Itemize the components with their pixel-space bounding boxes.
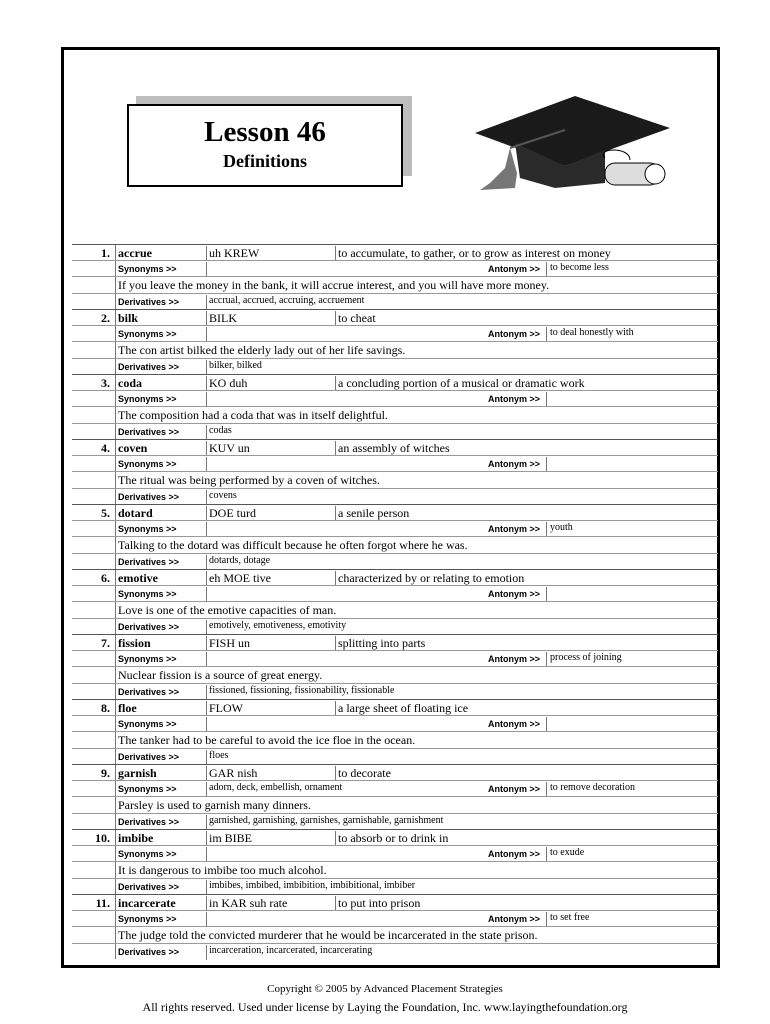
antonym-value [546,457,550,472]
antonym-label: Antonym >> [488,264,541,274]
word-row [72,309,718,326]
pronunciation: KUV un [206,441,250,456]
definition: to decorate [335,766,391,781]
antonym-value [546,717,550,732]
derivatives-row [72,618,718,635]
sentence-row [72,276,718,294]
sentence-row [72,926,718,944]
entry-number: 10. [95,831,110,845]
entry-number: 5. [101,506,110,520]
synonyms-label: Synonyms >> [118,459,177,469]
antonym-value: to become less [546,262,609,277]
vocab-word: coven [118,441,148,455]
derivatives-label: Derivatives >> [118,557,180,567]
word-row [72,439,718,456]
sentence-row [72,731,718,749]
definition: to put into prison [335,896,420,911]
sentence-row [72,666,718,684]
synonyms-value [206,652,209,667]
antonym-label: Antonym >> [488,589,541,599]
derivatives-label: Derivatives >> [118,427,180,437]
sentence-row [72,796,718,814]
synonyms-label: Synonyms >> [118,849,177,859]
derivatives-row [72,683,718,700]
lesson-title: Lesson 46 [204,116,326,148]
synonyms-label: Synonyms >> [118,589,177,599]
entry-number: 4. [101,441,110,455]
definition: to accumulate, to gather, or to grow as interest on money [335,246,611,261]
word-row [72,829,718,846]
synonym-antonym-row [72,325,718,342]
example-sentence: Nuclear fission is a source of great energy. [118,668,323,682]
vocab-entry [72,634,718,699]
vocab-entry [72,894,718,959]
synonyms-value [206,457,209,472]
vocab-word: emotive [118,571,158,585]
antonym-value: youth [546,522,573,537]
vocab-entry [72,699,718,764]
sentence-row [72,341,718,359]
derivatives-value: imbibes, imbibed, imbibition, imbibitional, imbiber [206,880,415,895]
derivatives-label: Derivatives >> [118,297,180,307]
derivatives-row [72,358,718,375]
derivatives-label: Derivatives >> [118,882,180,892]
vocab-word: garnish [118,766,157,780]
derivatives-value: codas [206,425,232,440]
derivatives-value: covens [206,490,237,505]
vocabulary-list [72,244,718,959]
entry-number: 7. [101,636,110,650]
derivatives-label: Derivatives >> [118,362,180,372]
synonym-antonym-row [72,390,718,407]
vocab-entry [72,829,718,894]
synonyms-label: Synonyms >> [118,264,177,274]
definition: characterized by or relating to emotion [335,571,524,586]
pronunciation: im BIBE [206,831,252,846]
entry-number: 1. [101,246,110,260]
vocab-entry [72,569,718,634]
derivatives-value: floes [206,750,228,765]
vocab-entry [72,764,718,829]
antonym-label: Antonym >> [488,914,541,924]
vocab-word: dotard [118,506,153,520]
vocab-entry [72,439,718,504]
pronunciation: in KAR suh rate [206,896,287,911]
example-sentence: Parsley is used to garnish many dinners. [118,798,311,812]
synonyms-value [206,327,209,342]
derivatives-row [72,813,718,830]
synonym-antonym-row [72,715,718,732]
vocab-word: incarcerate [118,896,176,910]
sentence-row [72,861,718,879]
lesson-subtitle: Definitions [222,151,307,171]
synonyms-label: Synonyms >> [118,654,177,664]
word-row [72,504,718,521]
synonyms-value: adorn, deck, embellish, ornament [206,782,342,797]
antonym-value [546,392,550,407]
title-box [127,104,403,187]
synonyms-value [206,522,209,537]
word-row [72,764,718,781]
sentence-row [72,601,718,619]
antonym-value [546,587,550,602]
synonyms-label: Synonyms >> [118,784,177,794]
derivatives-label: Derivatives >> [118,687,180,697]
synonym-antonym-row [72,845,718,862]
example-sentence: Love is one of the emotive capacities of man. [118,603,337,617]
antonym-label: Antonym >> [488,719,541,729]
derivatives-label: Derivatives >> [118,492,180,502]
antonym-label: Antonym >> [488,849,541,859]
vocab-entry [72,244,718,309]
derivatives-row [72,553,718,570]
derivatives-value: dotards, dotage [206,555,270,570]
derivatives-row [72,878,718,895]
pronunciation: GAR nish [206,766,257,781]
example-sentence: If you leave the money in the bank, it will accrue interest, and you will have more money. [118,278,550,292]
synonyms-label: Synonyms >> [118,394,177,404]
vocab-entry [72,309,718,374]
antonym-value: to remove decoration [546,782,635,797]
derivatives-row [72,293,718,310]
antonym-value: process of joining [546,652,622,667]
antonym-label: Antonym >> [488,654,541,664]
vocab-entry [72,504,718,569]
synonym-antonym-row [72,650,718,667]
pronunciation: DOE turd [206,506,256,521]
synonyms-label: Synonyms >> [118,719,177,729]
definition: splitting into parts [335,636,425,651]
pronunciation: KO duh [206,376,247,391]
derivatives-value: incarceration, incarcerated, incarcerating [206,945,372,960]
synonym-antonym-row [72,780,718,797]
synonyms-value [206,717,209,732]
entry-number: 11. [95,896,110,910]
example-sentence: It is dangerous to imbibe too much alcohol. [118,863,327,877]
derivatives-value: fissioned, fissioning, fissionability, fissionable [206,685,394,700]
derivatives-row [72,748,718,765]
pronunciation: BILK [206,311,237,326]
antonym-value: to set free [546,912,589,927]
example-sentence: The ritual was being performed by a coven of witches. [118,473,380,487]
vocab-word: imbibe [118,831,154,845]
derivatives-label: Derivatives >> [118,947,180,957]
antonym-label: Antonym >> [488,784,541,794]
word-row [72,894,718,911]
synonyms-label: Synonyms >> [118,914,177,924]
derivatives-label: Derivatives >> [118,752,180,762]
vocab-word: accrue [118,246,152,260]
derivatives-row [72,423,718,440]
synonyms-label: Synonyms >> [118,329,177,339]
synonym-antonym-row [72,260,718,277]
derivatives-value: emotively, emotiveness, emotivity [206,620,346,635]
vocab-entry [72,374,718,439]
vocab-word: fission [118,636,151,650]
pronunciation: FISH un [206,636,250,651]
entry-number: 2. [101,311,110,325]
derivatives-row [72,943,718,960]
synonym-antonym-row [72,455,718,472]
example-sentence: The composition had a coda that was in itself delightful. [118,408,388,422]
antonym-value: to exude [546,847,584,862]
synonym-antonym-row [72,910,718,927]
sentence-row [72,406,718,424]
derivatives-label: Derivatives >> [118,622,180,632]
copyright-text: Copyright © 2005 by Advanced Placement Strategies [267,983,503,995]
derivatives-label: Derivatives >> [118,817,180,827]
synonym-antonym-row [72,520,718,537]
example-sentence: The judge told the convicted murderer that he would be incarcerated in the state prison. [118,928,538,942]
derivatives-row [72,488,718,505]
synonyms-value [206,912,209,927]
sentence-row [72,471,718,489]
rights-text: All rights reserved. Used under license by Laying the Foundation, Inc. www.layingthefoundation.org [142,1000,628,1014]
definition: a concluding portion of a musical or dramatic work [335,376,585,391]
definition: an assembly of witches [335,441,450,456]
synonyms-label: Synonyms >> [118,524,177,534]
definition: to absorb or to drink in [335,831,448,846]
definition: to cheat [335,311,376,326]
vocab-word: coda [118,376,142,390]
antonym-label: Antonym >> [488,459,541,469]
word-row [72,244,718,261]
example-sentence: The tanker had to be careful to avoid the ice floe in the ocean. [118,733,416,747]
antonym-value: to deal honestly with [546,327,634,342]
word-row [72,699,718,716]
vocab-word: floe [118,701,137,715]
antonym-label: Antonym >> [488,524,541,534]
word-row [72,374,718,391]
word-row [72,569,718,586]
sentence-row [72,536,718,554]
word-row [72,634,718,651]
pronunciation: uh KREW [206,246,259,261]
graduation-cap-diploma-icon [455,88,675,198]
synonyms-value [206,392,209,407]
vocab-word: bilk [118,311,139,325]
pronunciation: eh MOE tive [206,571,271,586]
example-sentence: Talking to the dotard was difficult because he often forgot where he was. [118,538,468,552]
example-sentence: The con artist bilked the elderly lady out of her life savings. [118,343,406,357]
synonym-antonym-row [72,585,718,602]
antonym-label: Antonym >> [488,394,541,404]
definition: a large sheet of floating ice [335,701,468,716]
definition: a senile person [335,506,409,521]
entry-number: 8. [101,701,110,715]
synonyms-value [206,847,209,862]
synonyms-value [206,587,209,602]
entry-number: 9. [101,766,110,780]
derivatives-value: accrual, accrued, accruing, accruement [206,295,364,310]
antonym-label: Antonym >> [488,329,541,339]
derivatives-value: garnished, garnishing, garnishes, garnishable, garnishment [206,815,443,830]
entry-number: 3. [101,376,110,390]
entry-number: 6. [101,571,110,585]
synonyms-value [206,262,209,277]
pronunciation: FLOW [206,701,243,716]
derivatives-value: bilker, bilked [206,360,262,375]
